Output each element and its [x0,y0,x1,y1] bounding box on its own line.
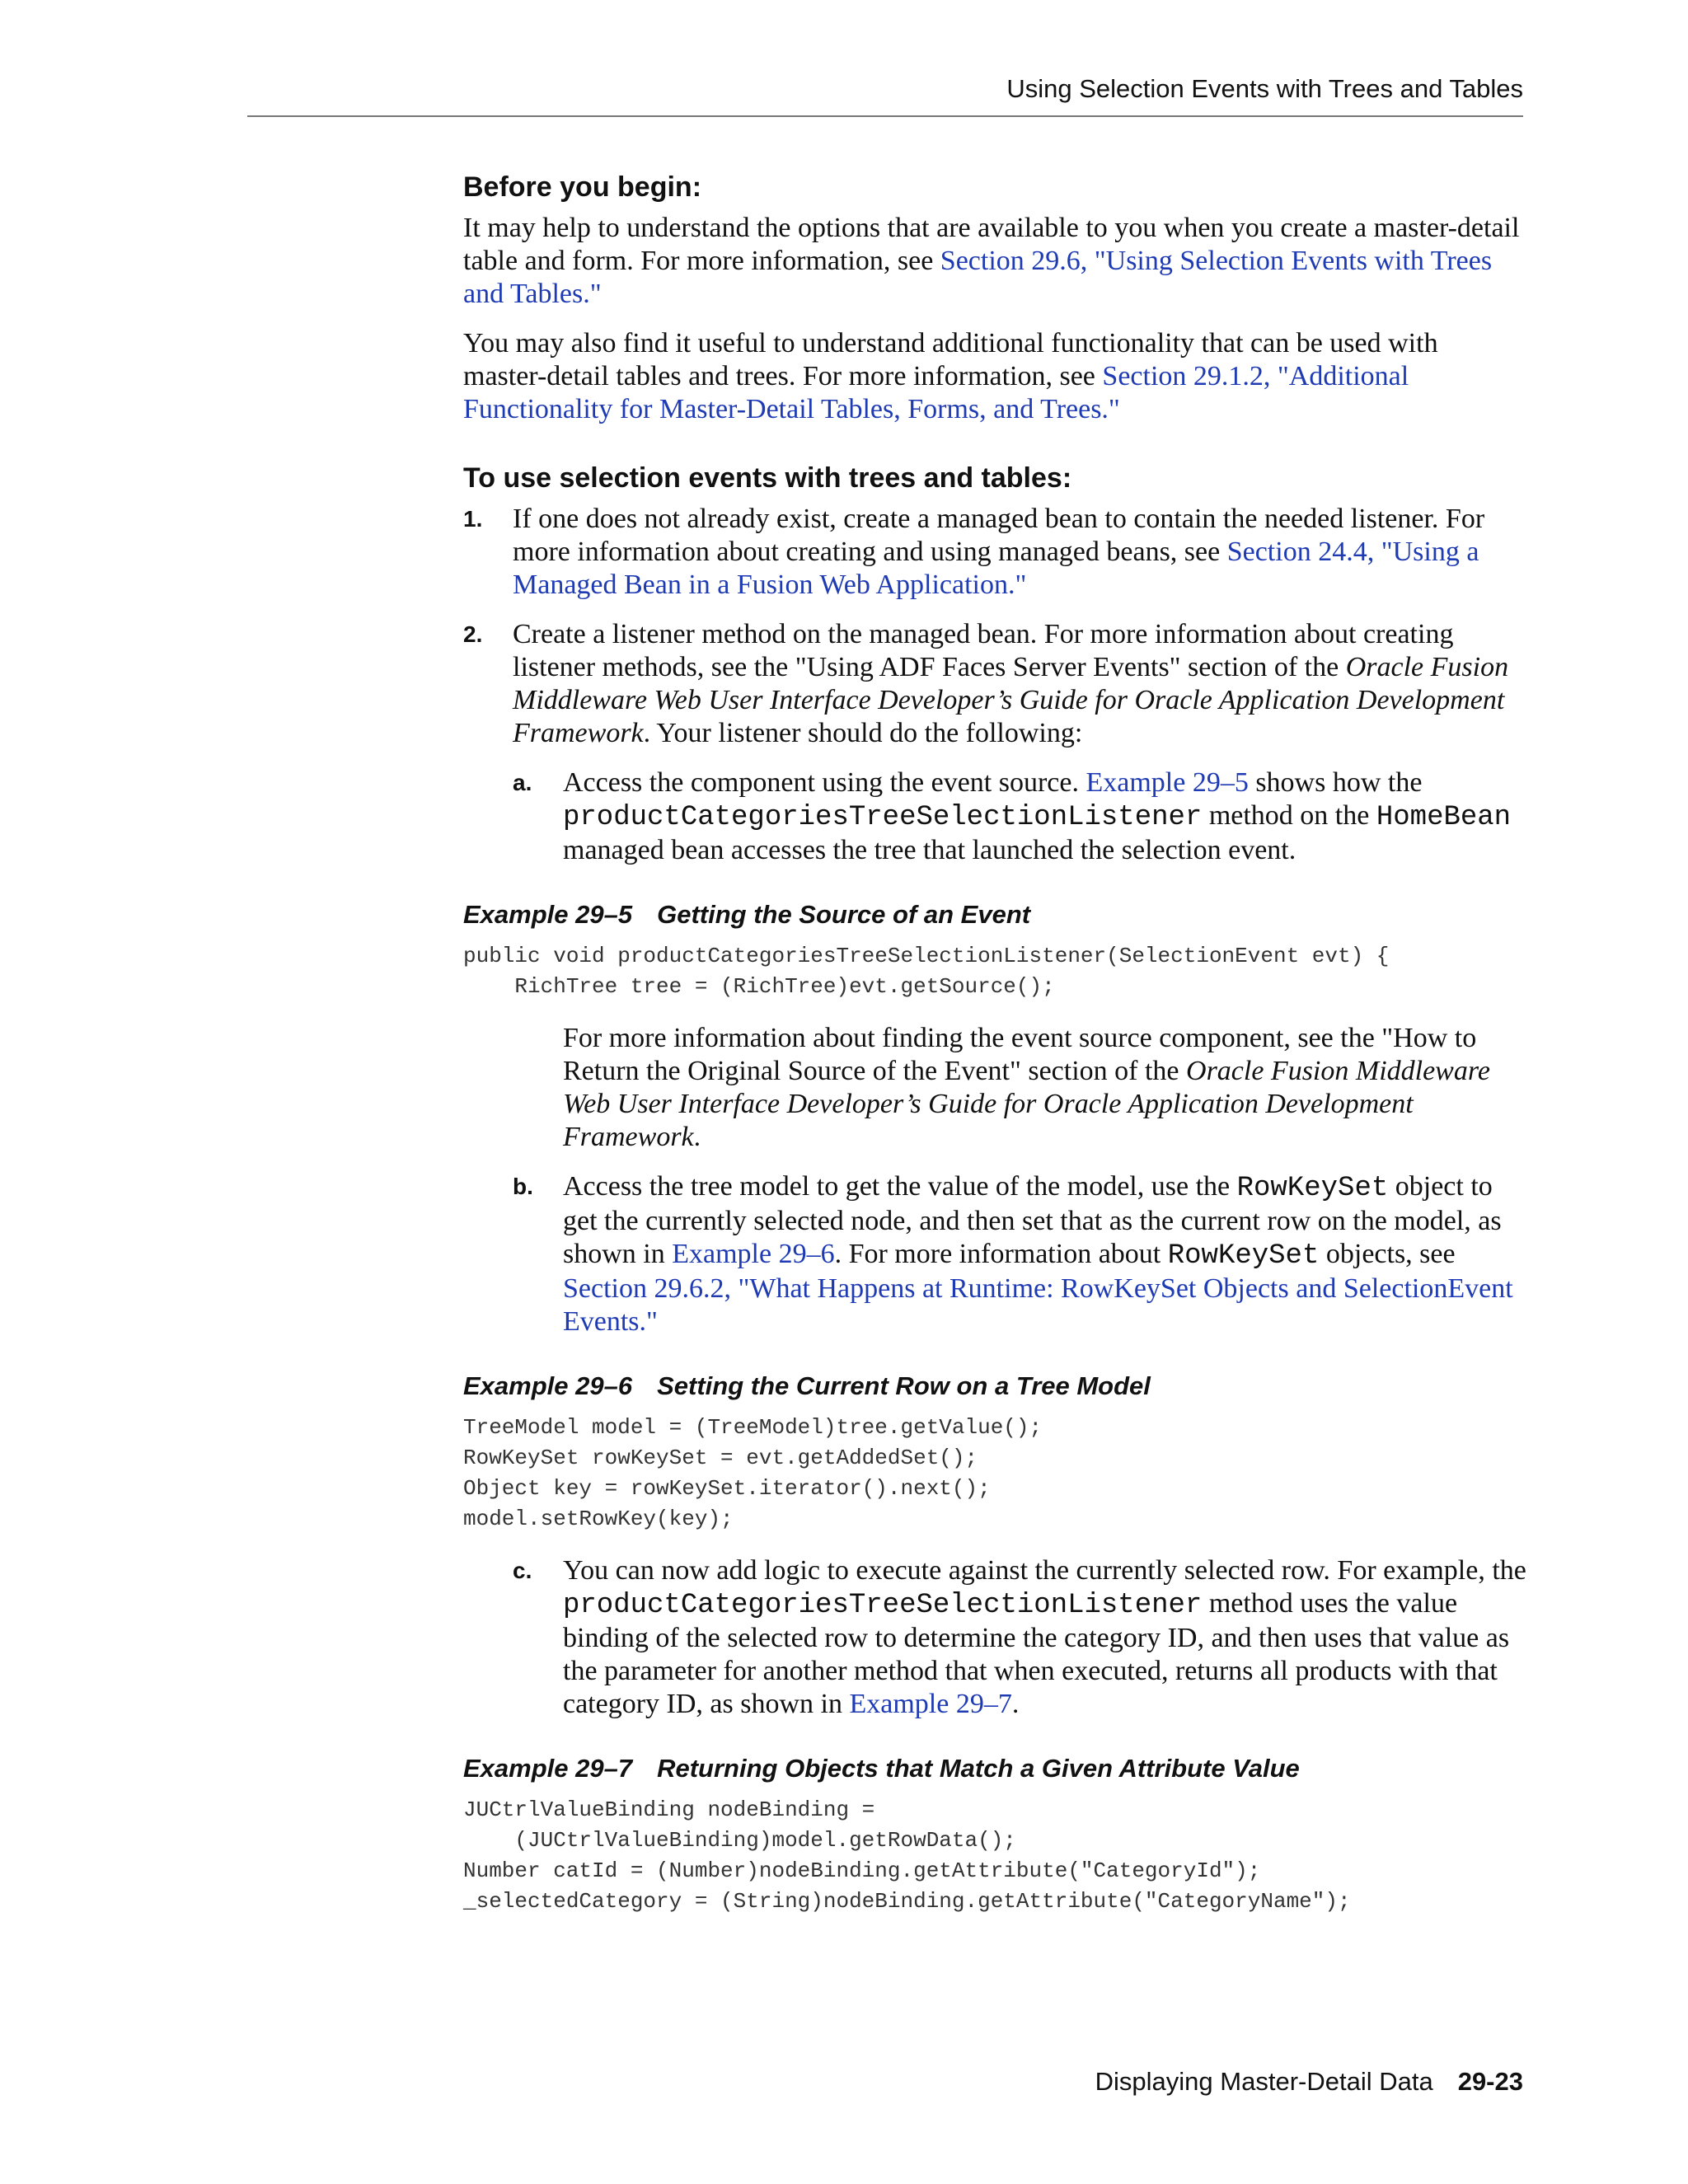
substep-text: You can now add logic to execute against the currently selected row. For example, the [563,1555,1526,1586]
substep-text: method uses the value binding of the selected row to determine the category ID, and then uses that value as the parameter for another method that when executed, returns all products with that category ID, as shown in [563,1588,1510,1719]
step-1-text [513,503,1526,602]
substep-text: shows how the [1248,767,1423,798]
substep-c-text [563,1554,1526,1721]
code-term: RowKeySet [1167,1240,1320,1272]
example-29-6-link[interactable]: Example 29–6 [672,1239,835,1269]
step-2-text [513,618,1526,750]
substep-text: . For more information about [834,1239,1168,1269]
step-number: 1. [463,506,483,532]
step-text: If one does not already exist, create a managed bean to contain the needed listener. For more information about creating and using managed beans, see [513,504,1485,567]
substep-text: managed bean accesses the tree that launched the selection event. [563,835,1296,865]
before-you-begin-paragraph-1 [463,212,1526,311]
page-number: 29-23 [1457,2067,1523,2096]
substep-a-text [563,766,1526,867]
code-term: RowKeySet [1236,1173,1389,1204]
substep-text: objects, see [1319,1239,1456,1269]
example-number: Example 29–7 [463,1754,633,1783]
substep-text: object to get the currently selected node, and then set that as the current row on the model, as shown in [563,1171,1502,1269]
code-term: productCategoriesTreeSelectionListener [563,802,1203,833]
example-29-7-caption [463,1754,1526,1783]
example-29-7-code: JUCtrlValueBinding nodeBinding = (JUCtrlValueBinding)model.getRowData(); Number catId = (Number)nodeBinding.getAttribute("CategoryId"); _selectedCategory = (String)nodeBinding.getAttribute("CategoryName"); [463,1797,1351,1914]
paragraph-text: You may also find it useful to understand additional functionality that can be used with master-detail tables and trees. For more information, see [463,328,1438,391]
example-29-6-code: TreeModel model = (TreeModel)tree.getValue(); RowKeySet rowKeySet = evt.getAddedSet(); Object key = rowKeySet.iterator().next(); model.setRowKey(key); [463,1415,1043,1531]
substep-letter: a. [513,770,532,795]
code-term: HomeBean [1376,802,1512,833]
substep-text: Access the component using the event source. [563,767,1086,798]
step-2 [463,618,1526,750]
example-title: Setting the Current Row on a Tree Model [657,1371,1151,1400]
section-29-1-2-link[interactable]: Section 29.1.2, "Additional Functionality for Master-Detail Tables, Forms, and Trees." [463,361,1409,424]
page-footer [1095,2067,1523,2097]
section-24-4-link[interactable]: Section 24.4, "Using a Managed Bean in a Fusion Web Application." [513,537,1479,600]
substep-text: Access the tree model to get the value of the model, use the [563,1171,1237,1202]
book-title: Oracle Fusion Middleware Web User Interface Developer’s Guide for Oracle Application Development Framework [513,652,1509,748]
substep-a [463,766,1526,867]
section-29-6-2-link[interactable]: Section 29.6.2, "What Happens at Runtime: RowKeySet Objects and SelectionEvent Events." [563,1273,1513,1337]
example-title: Getting the Source of an Event [657,900,1031,929]
page-content [463,171,1526,1937]
substep-text: method on the [1202,800,1376,831]
substep-c [463,1554,1526,1721]
substep-letter: b. [513,1174,533,1199]
substep-text: . [1011,1689,1020,1719]
substep-letter: c. [513,1558,532,1583]
event-source-info-paragraph [463,1022,1526,1154]
example-29-5-caption [463,900,1526,930]
paragraph-text: For more information about finding the event source component, see the "How to Return the Original Source of the Event" section of the [563,1023,1477,1086]
before-you-begin-paragraph-2 [463,327,1526,426]
step-text: . Your listener should do the following: [643,718,1083,748]
paragraph-text: . [693,1122,701,1152]
example-29-7-link[interactable]: Example 29–7 [849,1689,1012,1719]
example-title: Returning Objects that Match a Given Attribute Value [657,1754,1300,1783]
example-number: Example 29–6 [463,1371,633,1400]
example-number: Example 29–5 [463,900,633,929]
step-1 [463,503,1526,602]
code-term: productCategoriesTreeSelectionListener [563,1590,1203,1621]
before-you-begin-heading: Before you begin: [463,171,702,203]
substep-b [463,1170,1526,1338]
example-29-5-code: public void productCategoriesTreeSelectionListener(SelectionEvent evt) { RichTree tree = (RichTree)evt.getSource(); [463,944,1390,999]
example-29-5-link[interactable]: Example 29–5 [1085,767,1249,798]
paragraph-text: It may help to understand the options that are available to you when you create a master-detail table and form. For more information, see [463,213,1520,276]
procedure-heading: To use selection events with trees and tables: [463,462,1072,494]
footer-chapter-title: Displaying Master-Detail Data [1095,2067,1433,2096]
running-header-title: Using Selection Events with Trees and Tables [1006,74,1523,103]
step-text: Create a listener method on the managed bean. For more information about creating listener methods, see the "Using ADF Faces Server Events" section of the [513,619,1454,682]
substep-b-text [563,1170,1526,1338]
page-header [247,74,1523,117]
step-number: 2. [463,621,483,647]
example-29-6-caption [463,1371,1526,1401]
section-29-6-link[interactable]: Section 29.6, "Using Selection Events with Trees and Tables." [463,246,1493,309]
book-title: Oracle Fusion Middleware Web User Interface Developer’s Guide for Oracle Application Development Framework [563,1056,1490,1152]
